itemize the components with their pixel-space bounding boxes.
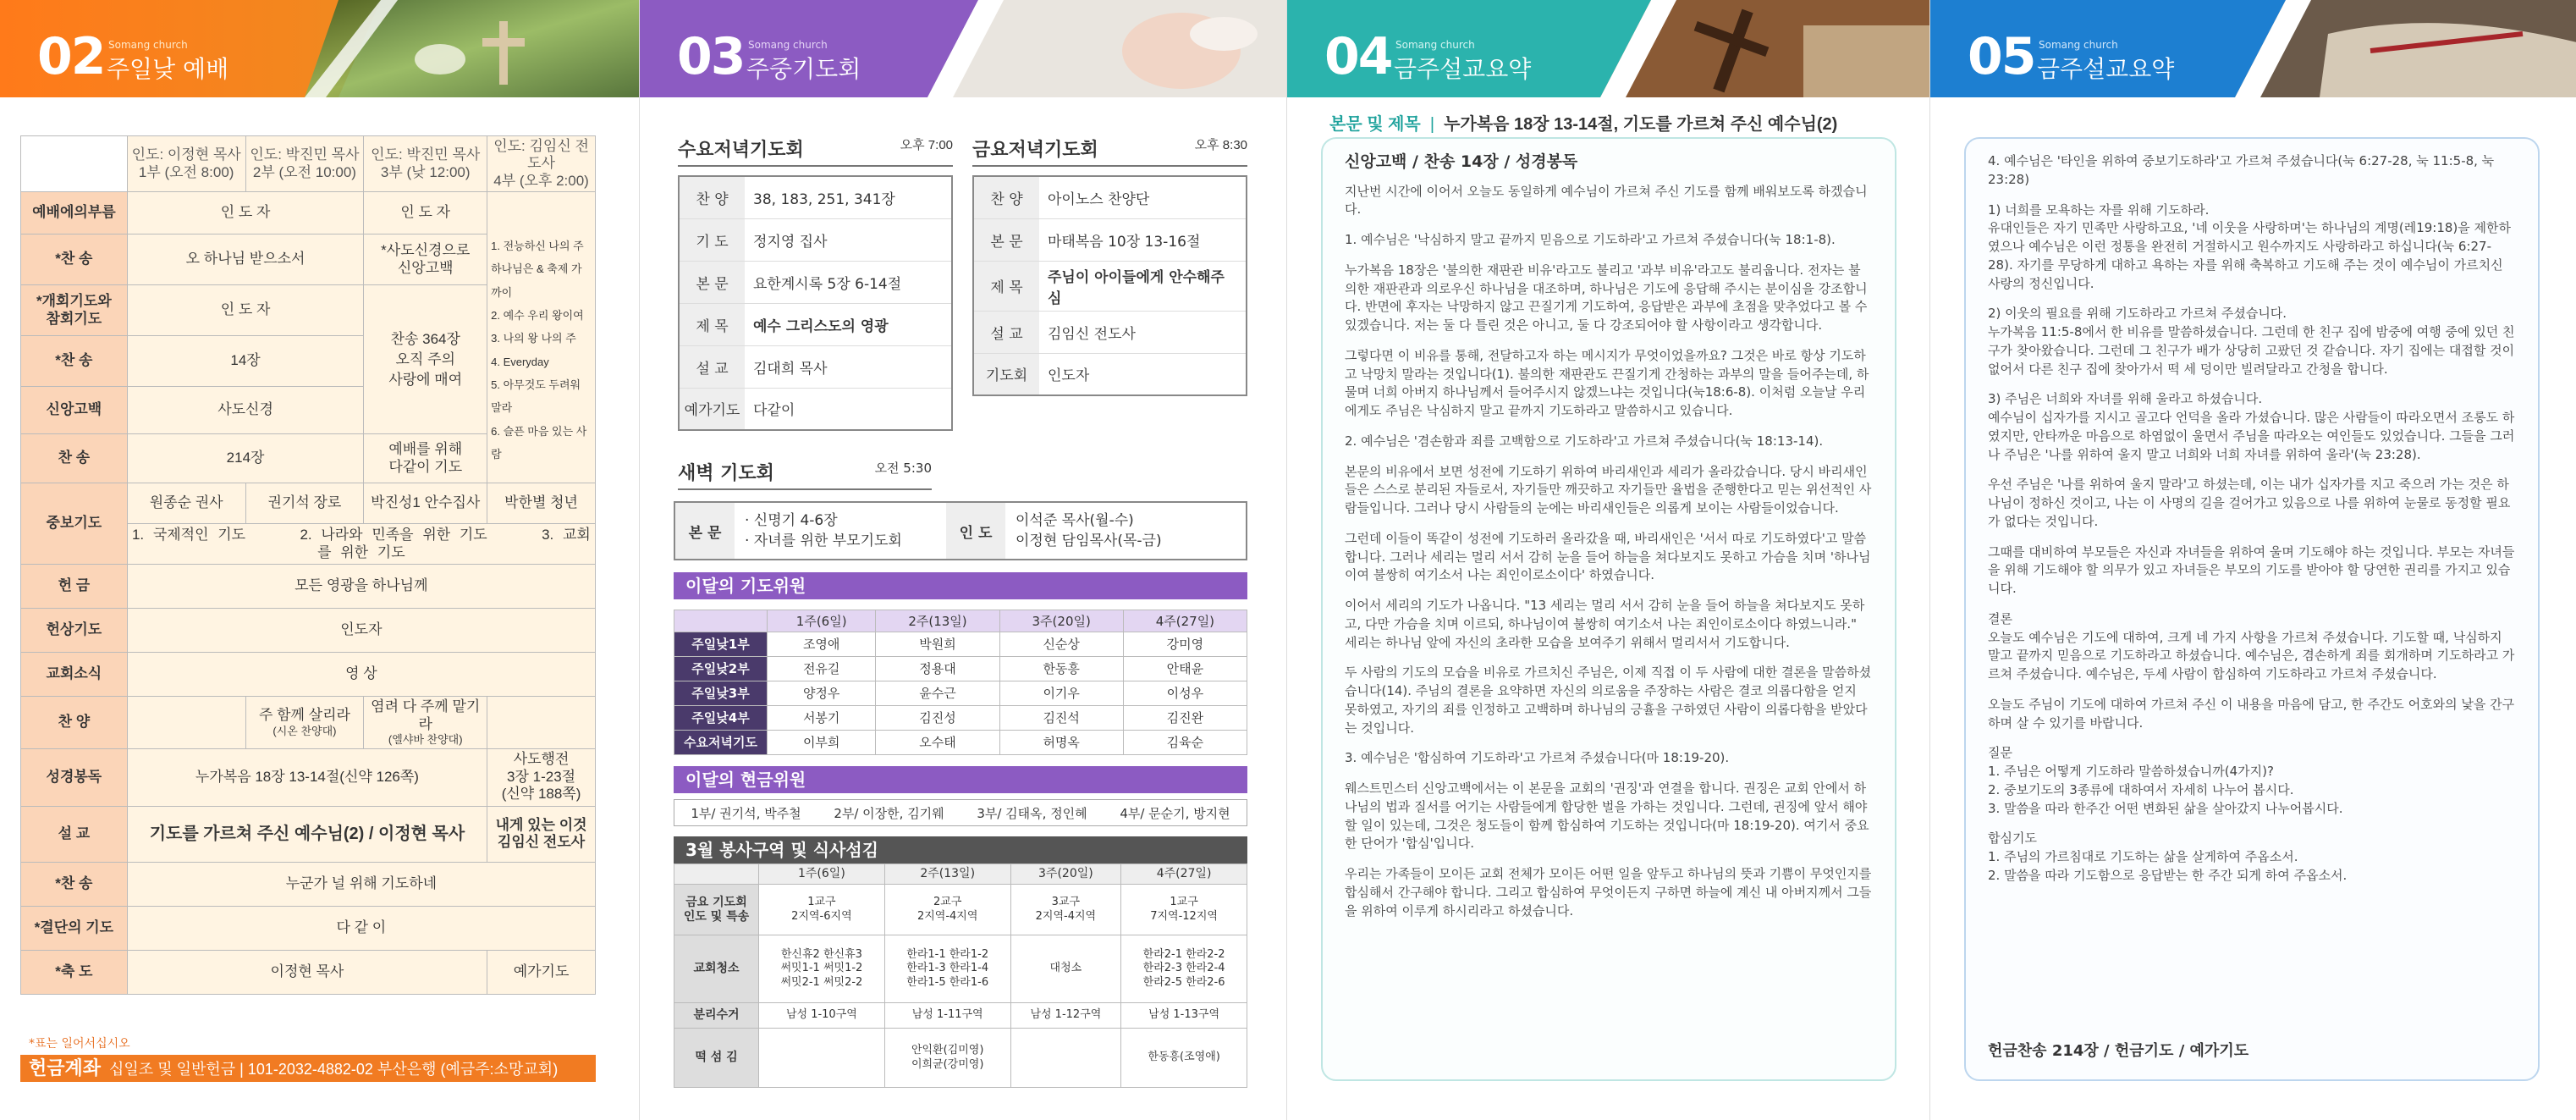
row-value: 내게 있는 이것 김임신 전도사 bbox=[487, 806, 596, 862]
table-row bbox=[674, 935, 1247, 1003]
column-header bbox=[674, 864, 759, 885]
sermon-heading: 본문 및 제목 | 누가복음 18장 13-14절, 기도를 가르쳐 주신 예수님(2) bbox=[1329, 115, 1838, 134]
table-cell: 한라1-1 한라1-2 한라1-3 한라1-4 한라1-5 한라1-6 bbox=[884, 935, 1010, 1003]
intercessor: 권기석 장로 bbox=[245, 483, 364, 524]
row-value: 사도행전 3장 1-23절 (신약 188쪽) bbox=[487, 748, 596, 806]
wed-header bbox=[678, 135, 953, 167]
dawn-box bbox=[674, 501, 1247, 560]
dawn-title: 새벽 기도회 bbox=[678, 463, 774, 484]
topic: 1. 국제적인 기도 bbox=[131, 527, 246, 543]
anthem-title: 주 함께 살리라 bbox=[258, 707, 350, 724]
prayer-row-label: 예가기도 bbox=[679, 388, 745, 430]
table-cell: 한동흥(조영애) bbox=[1121, 1029, 1247, 1088]
table-cell: 대청소 bbox=[1010, 935, 1121, 1003]
praise-item: 4. Everyday bbox=[491, 355, 549, 368]
prayer-row bbox=[679, 261, 952, 303]
paragraph: 1) 너희를 모욕하는 자를 위해 기도하라. 유대인들은 자기 민족만 사랑하고요, '네 이웃을 사랑하며'는 하나님의 계명(레19:18)을 제한하였으나 예수님은 이런 정통을 완전히 거절하시고 원수까지도 사랑하라고 하십니다(눅 6:27-28). 자기를 무당하게 대하고 욕하는 자를 위해 축복하고 기도해 주는 것이 예수님이 가르치신 사랑의 정신입니다. bbox=[1988, 201, 2512, 291]
heading-text: 누가복음 18장 13-14절, 기도를 가르쳐 주신 예수님(2) bbox=[1444, 115, 1838, 134]
prayer-row-value: 정지영 집사 bbox=[745, 218, 952, 261]
table-cell: 양정우 bbox=[768, 681, 876, 706]
table-cell bbox=[759, 1029, 885, 1088]
table-row bbox=[674, 1003, 1247, 1029]
prayer-committee-table bbox=[674, 610, 1247, 755]
table-row bbox=[674, 657, 1247, 681]
row-value bbox=[127, 697, 245, 748]
prayer-row-value: 예수 그리스도의 영광 bbox=[745, 303, 952, 345]
anthem-2 bbox=[364, 697, 487, 748]
service-4: 인도: 김임신 전도사 4부 (오후 2:00) bbox=[487, 136, 596, 192]
row-value: 영 상 bbox=[127, 653, 595, 697]
sermon-paragraphs bbox=[1345, 183, 1873, 921]
account-bar bbox=[20, 1055, 596, 1082]
row-label: 금요 기도회 인도 및 특송 bbox=[674, 885, 759, 935]
table-cell: 이성우 bbox=[1123, 681, 1247, 706]
section-number: 02 bbox=[37, 27, 105, 86]
service-2: 인도: 박진민 목사 2부 (오전 10:00) bbox=[245, 136, 364, 192]
table-cell: 조영애 bbox=[768, 632, 876, 657]
row-value bbox=[487, 697, 596, 748]
prayer-row-value: 요한계시록 5장 6-14절 bbox=[745, 261, 952, 303]
prayer-row-value: 마태복음 10장 13-16절 bbox=[1039, 218, 1247, 261]
prayer-row-value: 38, 183, 251, 341장 bbox=[745, 176, 952, 218]
prayer-row-value: 김대희 목사 bbox=[745, 345, 952, 388]
service-title: 3월 봉사구역 및 식사섬김 bbox=[674, 836, 1247, 863]
offering-item: 1부/ 권기석, 박주철 bbox=[691, 805, 801, 821]
paragraph: 본문의 비유에서 보면 성전에 기도하기 위하여 바리새인과 세리가 올라갔습니다. 당시 바리새인들은 스스로 분리된 자들로서, 자기들만 깨끗하고 자기들만 율법을 준행한다고 믿는 위선적인 사람들입니다. 그러나 당시 사람들의 눈에는 바리새인들은 의롭게 보이는 사람들이었습니다. bbox=[1345, 463, 1872, 516]
header-row bbox=[674, 864, 1247, 885]
anthem-choir: (시온 찬양대) bbox=[272, 724, 337, 737]
prayer-row bbox=[973, 218, 1247, 261]
table-cell: 안태윤 bbox=[1123, 657, 1247, 681]
row-label: *찬 송 bbox=[21, 862, 128, 906]
prayer-row-label: 본 문 bbox=[973, 218, 1039, 261]
paragraph: 우리는 가족들이 모이든 교회 전체가 모이든 어떤 일을 앞두고 하나님의 뜻과 기쁨이 무엇인지를 합심해서 간구해야 합니다. 그리고 합심하여 무엇이든지 구하면 하늘에 계신 내 아버지께서 그들을 위하여 이루게 하시리라고 하셨습니다. bbox=[1345, 866, 1872, 919]
table-cell: 남성 1-11구역 bbox=[884, 1003, 1010, 1029]
table-cell: 한라2-1 한라2-2 한라2-3 한라2-4 한라2-5 한라2-6 bbox=[1121, 935, 1247, 1003]
row-value: 예가기도 bbox=[487, 950, 596, 994]
row-label: *찬 송 bbox=[21, 336, 128, 387]
offering-item: 2부/ 이장한, 김기웨 bbox=[834, 805, 944, 821]
footnote: *표는 일어서십시오 bbox=[29, 1037, 130, 1051]
prayer-row-value: 김임신 전도사 bbox=[1039, 311, 1247, 353]
intercessor: 원종순 권사 bbox=[127, 483, 245, 524]
heading-label: 본문 및 제목 bbox=[1329, 115, 1421, 134]
paragraph: 질문 1. 주님은 어떻게 기도하라 말씀하셨습니까(4가지)? 2. 중보기도의 3종류에 대하여서 자세히 나누어 봅시다. 3. 말씀을 따라 한주간 어떤 변화된 삶을 살아갔지 나누어봅시다. bbox=[1988, 745, 2343, 816]
row-value: 누가복음 18장 13-14절(신약 126쪽) bbox=[127, 748, 487, 806]
row-value: 오 하나님 받으소서 bbox=[127, 234, 364, 285]
prayer-row bbox=[679, 218, 952, 261]
worship-order-table bbox=[20, 135, 596, 995]
prayer-row-label: 제 목 bbox=[679, 303, 745, 345]
page-sermon-1 bbox=[1286, 0, 1929, 1120]
account-label: 헌금계좌 bbox=[29, 1057, 102, 1079]
table-cell: 윤수근 bbox=[876, 681, 999, 706]
row-value: 인 도 자 bbox=[127, 192, 364, 234]
row-value: 14장 bbox=[127, 336, 364, 387]
row-value: *사도신경으로 신앙고백 bbox=[364, 234, 487, 285]
table-cell: 김진성 bbox=[876, 706, 999, 731]
offering-item: 4부/ 문순기, 방지현 bbox=[1120, 805, 1230, 821]
table-row bbox=[674, 681, 1247, 706]
prayer-row-label: 설 교 bbox=[679, 345, 745, 388]
prayer-row-label: 제 목 bbox=[973, 261, 1039, 311]
prayer-row-label: 기도회 bbox=[973, 353, 1039, 395]
column-header: 1주(6일) bbox=[768, 610, 876, 632]
fri-table bbox=[972, 175, 1247, 396]
section-number: 03 bbox=[677, 27, 745, 86]
row-label: *찬 송 bbox=[21, 234, 128, 285]
praise-item: 5. 아무것도 두려워 말라 bbox=[491, 378, 581, 415]
banner bbox=[640, 0, 1286, 97]
table-cell: 전유길 bbox=[768, 657, 876, 681]
dawn-header bbox=[678, 459, 932, 490]
paragraph: 결론 오늘도 예수님은 기도에 대하여, 크게 네 가지 사항을 가르쳐 주셨습니다. 기도할 때, 낙심하지 말고 끝까지 믿음으로 기도하라고 하셨습니다. 예수님은, 겸손하게 죄를 회개하며 기도하라고 가르쳐 주셨습니다. 예수님은, 두세 사람이 합심하여 기도하라고 가르쳐 주셨습니다. bbox=[1988, 610, 2515, 681]
paragraph: 그렇다면 이 비유를 통해, 전달하고자 하는 메시지가 무엇이었을까요? 그것은 바로 항상 기도하고 낙망치 말라는 것입니다(1). 불의한 재판관도 끈질기게 간청하는 과부의 말을 들어주는데, 하물며 너희 아버지 하나님께서 들어주시지 않겠느냐는 것입니다(눅18:6-8). 이처럼 오늘날 우리에게도 주님은 낙심하지 말고 끝까지 기도하라고 말씀하시고 있습니다. bbox=[1345, 347, 1869, 419]
section-subtitle: Somang church bbox=[1395, 39, 1475, 51]
row-label: 떡 섬 김 bbox=[674, 1029, 759, 1088]
section-title: 주중기도회 bbox=[746, 55, 861, 83]
row-value: 이정현 목사 bbox=[127, 950, 487, 994]
table-cell: 남성 1-12구역 bbox=[1010, 1003, 1121, 1029]
row-label: 설 교 bbox=[21, 806, 128, 862]
prayer-row-value: 다같이 bbox=[745, 388, 952, 430]
section-number: 05 bbox=[1968, 27, 2035, 86]
anthem-title: 염려 다 주께 맡기라 bbox=[371, 698, 481, 732]
banner bbox=[1930, 0, 2576, 97]
prayer-row bbox=[679, 388, 952, 430]
fri-header bbox=[972, 135, 1247, 167]
table-cell: 김진완 bbox=[1123, 706, 1247, 731]
row-value: 누군가 널 위해 기도하네 bbox=[127, 862, 595, 906]
prayer-row-label: 찬 양 bbox=[973, 176, 1039, 218]
header-row bbox=[674, 610, 1247, 632]
row-label: *결단의 기도 bbox=[21, 906, 128, 950]
column-header: 3주(20일) bbox=[1010, 864, 1121, 885]
section-subtitle: Somang church bbox=[748, 39, 828, 51]
prayer-row-value: 주님이 아이들에게 안수해주심 bbox=[1039, 261, 1247, 311]
prayer-row bbox=[679, 176, 952, 218]
offering-footer: 헌금찬송 214장 / 헌금기도 / 예가기도 bbox=[1988, 1041, 2249, 1060]
row-label: 분리수거 bbox=[674, 1003, 759, 1029]
offering-item: 3부/ 김태옥, 정인혜 bbox=[977, 805, 1087, 821]
table-cell: 김진석 bbox=[999, 706, 1123, 731]
row-label: 성경봉독 bbox=[21, 748, 128, 806]
table-row bbox=[674, 706, 1247, 731]
praise-item: 1. 전능하신 나의 주 bbox=[491, 240, 584, 253]
sermon-box bbox=[1321, 137, 1896, 1081]
prayer-row bbox=[679, 345, 952, 388]
table-cell: 남성 1-13구역 bbox=[1121, 1003, 1247, 1029]
table-cell: 2교구 2지역-4지역 bbox=[884, 885, 1010, 935]
prayer-row-value: 아이노스 찬양단 bbox=[1039, 176, 1247, 218]
row-label: 찬 양 bbox=[21, 697, 128, 748]
row-value: 인 도 자 bbox=[364, 192, 487, 234]
sermon-title: 기도를 가르쳐 주신 예수님(2) / 이정현 목사 bbox=[127, 806, 487, 862]
praise-list bbox=[487, 192, 596, 483]
row-value: 다 같 이 bbox=[127, 906, 595, 950]
fri-title: 금요저녁기도회 bbox=[972, 139, 1098, 160]
dawn-text: · 신명기 4-6장 · 자녀를 위한 부모기도회 bbox=[745, 512, 902, 549]
table-cell: 한신휴2 한신휴3 써밋1-1 써밋1-2 써밋2-1 써밋2-2 bbox=[759, 935, 885, 1003]
service-table bbox=[674, 863, 1247, 1088]
anthem-1 bbox=[245, 697, 364, 748]
paragraph: 4. 예수님은 '타인을 위하여 중보기도하라'고 가르쳐 주셨습니다(눅 6:27-28, 눅 11:5-8, 눅 23:28) bbox=[1988, 153, 2495, 187]
intercessor: 박한별 청년 bbox=[487, 483, 596, 524]
row-label: 수요저녁기도 bbox=[674, 731, 768, 755]
section-number: 04 bbox=[1324, 27, 1392, 86]
paragraph: 3. 예수님은 '합심하여 기도하라'고 가르쳐 주셨습니다(마 18:19-20). bbox=[1345, 750, 1730, 766]
page-worship bbox=[0, 0, 639, 1120]
column-header: 2주(13일) bbox=[884, 864, 1010, 885]
sermon-box bbox=[1964, 137, 2540, 1081]
section-title: 금주설교요약 bbox=[2037, 55, 2175, 83]
row-value: 찬송 364장 오직 주의 사랑에 매여 bbox=[364, 285, 487, 434]
row-value: 사도신경 bbox=[127, 387, 364, 434]
paragraph: 합심기도 1. 주님의 가르침대로 기도하는 삶을 살게하여 주옵소서. 2. 말씀을 따라 기도함으로 응답받는 한 주간 되게 하여 주옵소서. bbox=[1988, 830, 2348, 883]
prayer-row bbox=[973, 311, 1247, 353]
account-text: 십일조 및 일반헌금 | 101-2032-4882-02 부산은행 (예금주:소망교회) bbox=[109, 1061, 559, 1078]
prayer-row-label: 본 문 bbox=[679, 261, 745, 303]
paragraph: 지난번 시간에 이어서 오늘도 동일하게 예수님이 가르쳐 주신 기도를 함께 배워보도록 하겠습니다. bbox=[1345, 183, 1868, 218]
row-value: 모든 영광을 하나님께 bbox=[127, 565, 595, 609]
praise-item: 6. 슬픈 마음 있는 사람 bbox=[491, 424, 587, 461]
row-label: 중보기도 bbox=[21, 483, 128, 565]
paragraph: 2. 예수님은 '겸손함과 죄를 고백함으로 기도하라'고 가르쳐 주셨습니다(눅 18:13-14). bbox=[1345, 433, 1824, 449]
paragraph: 이어서 세리의 기도가 나옵니다. "13 세리는 멀리 서서 감히 눈을 들어 하늘을 쳐다보지도 못하고, 다만 가슴을 치며 이르되, 하나님이여 불쌍히 여기소서 나는 죄인이로소이다 하였느니라." 세리는 하나님 앞에 자신의 초라한 모습을 보여주기 위해서 멀리서서 기도합니다. bbox=[1345, 598, 1865, 650]
dawn-text: 이석준 목사(월-수) 이정현 담임목사(목-금) bbox=[1016, 512, 1162, 549]
praise-item: 2. 예수 우리 왕이여 bbox=[491, 309, 584, 323]
column-header: 1주(6일) bbox=[759, 864, 885, 885]
service-1: 인도: 이정현 목사 1부 (오전 8:00) bbox=[127, 136, 245, 192]
column-header bbox=[674, 610, 768, 632]
banner bbox=[0, 0, 639, 97]
table-cell: 3교구 2지역-4지역 bbox=[1010, 885, 1121, 935]
table-cell: 김육순 bbox=[1123, 731, 1247, 755]
row-label: 헌 금 bbox=[21, 565, 128, 609]
prayer-row bbox=[973, 176, 1247, 218]
prayer-row-label: 설 교 bbox=[973, 311, 1039, 353]
table-row bbox=[674, 632, 1247, 657]
dawn-label: 인 도 bbox=[946, 503, 1005, 559]
column-header: 4주(27일) bbox=[1123, 610, 1247, 632]
prayer-row-label: 찬 양 bbox=[679, 176, 745, 218]
prayer-row bbox=[973, 261, 1247, 311]
intercessor: 박진성1 안수집사 bbox=[364, 483, 487, 524]
wed-table bbox=[678, 175, 953, 431]
table-cell bbox=[1010, 1029, 1121, 1088]
table-cell: 정용대 bbox=[876, 657, 999, 681]
row-label: 주일낮2부 bbox=[674, 657, 768, 681]
row-label: 신앙고백 bbox=[21, 387, 128, 434]
anthem-choir: (엘샤바 찬양대) bbox=[388, 732, 463, 746]
wed-title: 수요저녁기도회 bbox=[678, 139, 804, 160]
dawn-label: 본 문 bbox=[675, 503, 735, 559]
paragraph: 두 사람의 기도의 모습을 비유로 가르치신 주님은, 이제 직접 이 두 사람에 대한 결론을 말씀하셨습니다(14). 주님의 결론을 요약하면 자신의 의로움을 주장하는 사람은 결코 의롭다함을 얻지 못하였고, 자기의 죄를 인정하고 고백하며 하나님의 긍휼을 구하였던 사람이 의롭다함을 받았다는 것입니다. bbox=[1345, 665, 1872, 736]
row-value: 214장 bbox=[127, 434, 364, 483]
section-subtitle: Somang church bbox=[2039, 39, 2118, 51]
paragraph: 웨스트민스터 신앙고백에서는 이 본문을 교회의 '권징'과 연결을 합니다. 권징은 교회 안에서 하나님의 법과 질서를 어기는 사람들에게 합당한 벌을 가하는 것입니다. 그런데, 권징에 앞서 해야 할 일이 있는데, 그것은 청도들이 함께 합심하여 기도하는 것입니다(마 18:19-20). 여기서 중요한 단어가 '합심'입니다. bbox=[1345, 781, 1869, 852]
prayer-row bbox=[679, 303, 952, 345]
table-cell: 오수태 bbox=[876, 731, 999, 755]
table-cell: 1교구 2지역-6지역 bbox=[759, 885, 885, 935]
table-cell: 한동흥 bbox=[999, 657, 1123, 681]
section-title: 금주설교요약 bbox=[1394, 55, 1532, 83]
praise-item: 3. 나의 왕 나의 주 bbox=[491, 332, 576, 345]
row-label: *개회기도와 참회기도 bbox=[21, 285, 128, 336]
table-cell: 남성 1-10구역 bbox=[759, 1003, 885, 1029]
row-label: 교회소식 bbox=[21, 653, 128, 697]
row-label: 주일낮1부 bbox=[674, 632, 768, 657]
section-title: 주일낮 예배 bbox=[107, 55, 229, 83]
prayer-row-label: 기 도 bbox=[679, 218, 745, 261]
sermon-paragraphs bbox=[1988, 152, 2516, 886]
row-label: 헌상기도 bbox=[21, 609, 128, 653]
prayer-committee-title: 이달의 기도위원 bbox=[674, 572, 1247, 599]
offering-committee-title: 이달의 현금위원 bbox=[674, 766, 1247, 793]
dawn-time: 오전 5:30 bbox=[874, 461, 932, 476]
wed-time: 오후 7:00 bbox=[900, 138, 953, 152]
column-header: 3주(20일) bbox=[999, 610, 1123, 632]
liturgy-line: 신앙고백 / 찬송 14장 / 성경봉독 bbox=[1345, 152, 1578, 171]
table-cell: 안익환(김미영) 이희균(강미영) bbox=[884, 1029, 1010, 1088]
section-subtitle: Somang church bbox=[108, 39, 188, 51]
row-label: 주일낮4부 bbox=[674, 706, 768, 731]
paragraph: 오늘도 주님이 기도에 대하여 가르쳐 주신 이 내용을 마음에 담고, 한 주간도 어호와의 낯을 간구하며 살 수 있기를 바랍니다. bbox=[1988, 696, 2515, 731]
service-3: 인도: 박진민 목사 3부 (낮 12:00) bbox=[364, 136, 487, 192]
prayer-row-value: 인도자 bbox=[1039, 353, 1247, 395]
table-cell: 서봉기 bbox=[768, 706, 876, 731]
paragraph: 그때를 대비하여 부모들은 자신과 자녀들을 위하여 울며 기도해야 하는 것입니다. 부모는 자녀들을 위해 기도해야 할 의무가 있고 자녀들은 부모의 기도를 받아야 할 당연한 권리를 가지고 있습니다. bbox=[1988, 543, 2515, 596]
row-label: *축 도 bbox=[21, 950, 128, 994]
row-label: 예배에의부름 bbox=[21, 192, 128, 234]
table-cell: 1교구 7지역-12지역 bbox=[1121, 885, 1247, 935]
fri-time: 오후 8:30 bbox=[1194, 138, 1247, 152]
row-value: 인도자 bbox=[127, 609, 595, 653]
row-value: 인 도 자 bbox=[127, 285, 364, 336]
paragraph: 2) 이웃의 필요를 위해 기도하라고 가르쳐 주셨습니다. 누가복음 11:5-8에서 한 비유를 말씀하셨습니다. 그런데 한 친구 집에 밤중에 여행 중에 있던 친구가 찾아왔습니다. 그런데 그 친구가 배가 상당히 고팠던 것 같습니다. 자기 집에는 대접할 것이 없어서 다른 친구 집에 찾아가서 떡 세 덩이만 빌려달라고 간청을 합니다. bbox=[1988, 306, 2515, 377]
column-header: 4주(27일) bbox=[1121, 864, 1247, 885]
table-cell: 강미영 bbox=[1123, 632, 1247, 657]
paragraph: 우선 주님은 '나를 위하여 울지 말라'고 하셨는데, 이는 내가 십자가를 지고 죽으러 가는 것은 하나님이 정하신 것이고, 나는 이 사명의 길을 걸어가고 있음으로 나를 위하여 눈물로 동정할 필요가 없다는 것입니다. bbox=[1988, 477, 2511, 529]
row-label: 주일낮3부 bbox=[674, 681, 768, 706]
column-header: 2주(13일) bbox=[876, 610, 999, 632]
banner bbox=[1287, 0, 1929, 97]
paragraph: 3) 주님은 너희와 자녀를 위해 울라고 하셨습니다. 예수님이 십자가를 지시고 골고다 언덕을 올라 가셨습니다. 많은 사람들이 따라오면서 조롱도 하였지만, 안타까운 마음으로 하염없이 울면서 주님을 따라오는 여인들도 있었습니다. 그들을 그러나 주님은 '나를 위하여 울지 말고 너희와 너희 자녀를 위하여 울라'(눅 23:28). bbox=[1988, 391, 2515, 462]
table-cell: 신순상 bbox=[999, 632, 1123, 657]
table-row bbox=[674, 885, 1247, 935]
offering-committee bbox=[674, 799, 1247, 826]
table-row bbox=[674, 731, 1247, 755]
topic: 3. 교회를 위한 기도 bbox=[317, 527, 591, 560]
fri-prayer bbox=[972, 135, 1247, 396]
prayer-row bbox=[973, 353, 1247, 395]
page-sermon-2 bbox=[1929, 0, 2576, 1120]
row-label: 찬 송 bbox=[21, 434, 128, 483]
intercession-topics bbox=[127, 524, 595, 565]
row-value: 예배를 위해 다같이 기도 bbox=[364, 434, 487, 483]
topic: 2. 나라와 민족을 위한 기도 bbox=[300, 527, 487, 543]
corner-cell bbox=[21, 136, 128, 192]
praise-item: 하나님은 & 축제 가까이 bbox=[491, 262, 582, 299]
row-label: 교회청소 bbox=[674, 935, 759, 1003]
table-cell: 이기우 bbox=[999, 681, 1123, 706]
paragraph: 누가복음 18장은 '불의한 재판관 비유'라고도 불리고 '과부 비유'라고도 불리웁니다. 전자는 불의한 재판관과 의로우신 하나님을 대조하며, 하나님은 기도에 응답해 주시는 분이심을 강조합니다. 반면에 후자는 낙망하지 않고 끈질기게 기도하여, 응답받은 과부에 초점을 맞추었다고 볼 수 있겠습니다. 저는 둘 다 틀린 것은 아니고, 둘 다 강조되어야 할 사항이라고 생각합니다. bbox=[1345, 262, 1868, 334]
wed-prayer bbox=[678, 135, 953, 431]
table-cell: 박원희 bbox=[876, 632, 999, 657]
page-prayer bbox=[639, 0, 1286, 1120]
table-cell: 허명옥 bbox=[999, 731, 1123, 755]
paragraph: 그런데 이들이 똑같이 성전에 기도하러 올라갔을 때, 바리새인은 '서서 따로 기도하였다'고 말씀합니다. 그러나 세리는 멀리 서서 감히 눈을 들어 하늘을 쳐다보지도 못하고 가슴을 치며 '하나님이여 불쌍히 여기소서 나는 죄인이로소이다' 하였습니다. bbox=[1345, 530, 1871, 583]
paragraph: 1. 예수님은 '낙심하지 말고 끝까지 믿음으로 기도하라'고 가르쳐 주셨습니다(눅 18:1-8). bbox=[1345, 232, 1836, 248]
table-row bbox=[674, 1029, 1247, 1088]
table-cell: 이부희 bbox=[768, 731, 876, 755]
